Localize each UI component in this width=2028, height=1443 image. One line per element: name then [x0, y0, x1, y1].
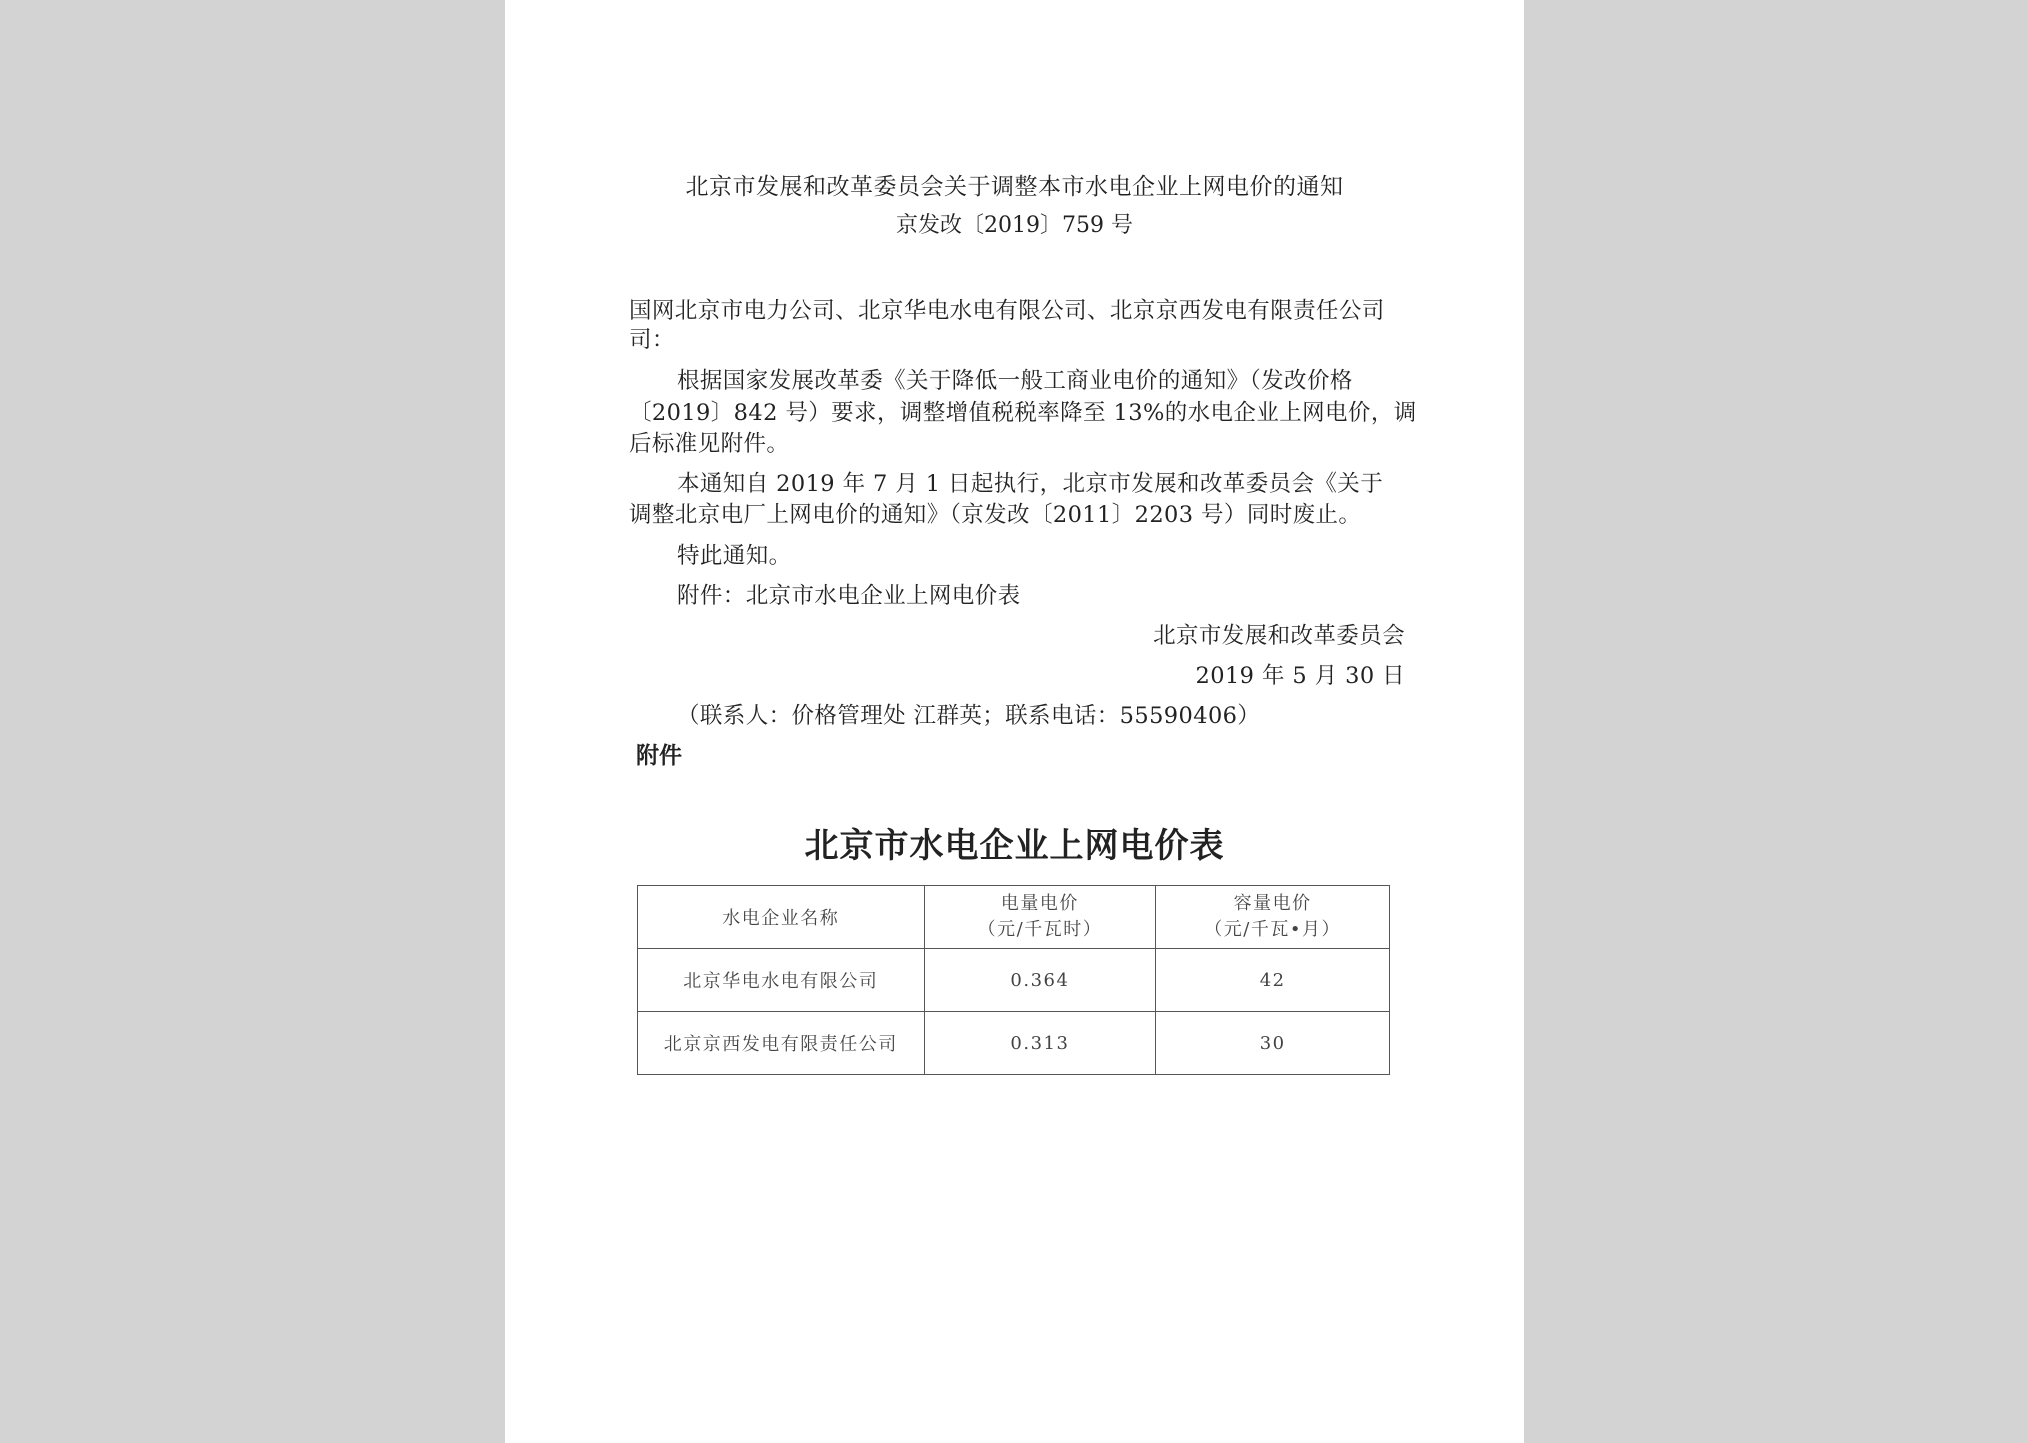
energy-price-cell: 0.313 [924, 1012, 1156, 1075]
notice-text: 特此通知。 [677, 543, 792, 569]
header-capacity-price-label: 容量电价 [1233, 893, 1312, 914]
header-company-name: 水电企业名称 [638, 886, 925, 949]
company-name-cell: 北京华电水电有限公司 [638, 949, 925, 1012]
paragraph-2-line-1: 本通知自 2019 年 7 月 1 日起执行，北京市发展和改革委员会《关于 [677, 471, 1384, 497]
document-number: 京发改〔2019〕759 号 [896, 213, 1133, 238]
header-energy-price-label: 电量电价 [1000, 893, 1079, 914]
document-date: 2019 年 5 月 30 日 [1195, 663, 1405, 689]
capacity-price-cell: 42 [1156, 949, 1390, 1012]
table-header-row [638, 886, 1390, 949]
paragraph-1-line-2: 〔2019〕842 号）要求，调整增值税税率降至 13%的水电企业上网电价，调 [629, 400, 1417, 426]
paragraph-2-line-2: 调整北京电厂上网电价的通知》（京发改〔2011〕2203 号）同时废止。 [629, 502, 1362, 528]
header-energy-price [924, 886, 1156, 949]
signer: 北京市发展和改革委员会 [1153, 623, 1405, 649]
table-row [638, 1012, 1390, 1075]
header-capacity-price [1156, 886, 1390, 949]
document-page [505, 0, 1524, 1443]
paragraph-1-line-3: 后标准见附件。 [629, 431, 790, 457]
energy-price-cell: 0.364 [924, 949, 1156, 1012]
attachment-reference: 附件：北京市水电企业上网电价表 [677, 583, 1021, 609]
header-capacity-price-unit: （元/千瓦•月） [1204, 919, 1341, 940]
attachment-label: 附件 [636, 742, 682, 769]
addressee-line-2: 司： [629, 327, 675, 353]
document-title: 北京市发展和改革委员会关于调整本市水电企业上网电价的通知 [685, 174, 1344, 200]
table-row [638, 949, 1390, 1012]
header-energy-price-unit: （元/千瓦时） [977, 919, 1103, 940]
price-table [637, 885, 1390, 1075]
capacity-price-cell: 30 [1156, 1012, 1390, 1075]
paragraph-1-line-1: 根据国家发展改革委《关于降低一般工商业电价的通知》（发改价格 [677, 368, 1353, 394]
contact-info: （联系人：价格管理处 江群英；联系电话：55590406） [677, 703, 1261, 729]
company-name-cell: 北京京西发电有限责任公司 [638, 1012, 925, 1075]
addressee-line-1: 国网北京市电力公司、北京华电水电有限公司、北京京西发电有限责任公司 [629, 298, 1385, 324]
table-title: 北京市水电企业上网电价表 [804, 826, 1225, 866]
